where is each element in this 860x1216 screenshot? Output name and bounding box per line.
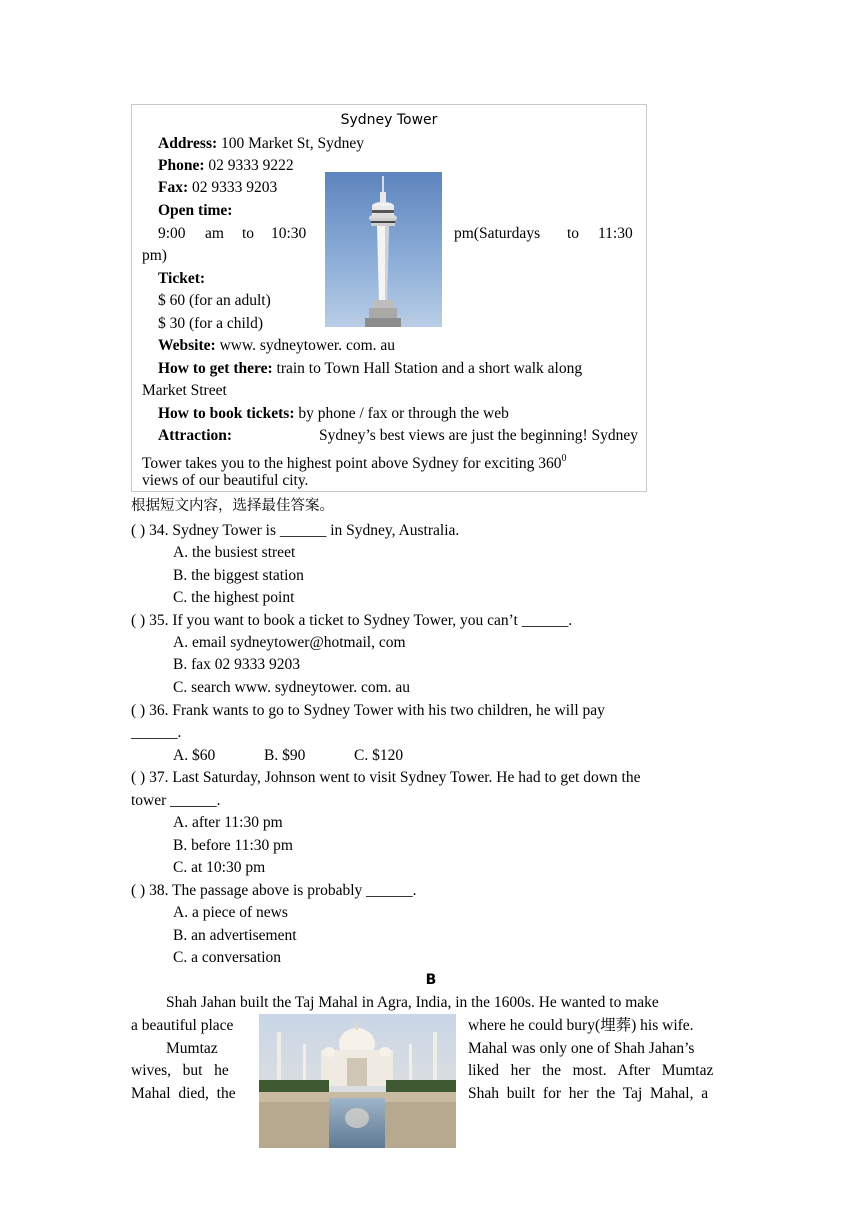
sydney-tower-photo bbox=[325, 172, 442, 327]
section-b-line-4-right: liked her the most. After Mumtaz bbox=[468, 1062, 714, 1079]
section-b-line-5-right: Shah built for her the Taj Mahal, a bbox=[468, 1085, 709, 1102]
instruction: 根据短文内容，选择最佳答案。 bbox=[131, 498, 334, 514]
how-get-line bbox=[158, 359, 582, 379]
open-word-2: am bbox=[205, 225, 224, 242]
option-35a: A. email sydneytower@hotmail, com bbox=[173, 634, 406, 651]
degree-superscript: 0 bbox=[561, 453, 567, 464]
phone-line bbox=[158, 156, 294, 176]
section-b-line-5-left: Mahal died, the bbox=[131, 1085, 236, 1102]
fax-line bbox=[158, 178, 277, 198]
attraction-line-3: views of our beautiful city. bbox=[142, 472, 309, 489]
question-38: ( ) 38. The passage above is probably ______. bbox=[131, 882, 417, 899]
how-book-label: How to book tickets: bbox=[158, 405, 295, 422]
how-book-line bbox=[158, 404, 509, 424]
how-get-continuation: Market Street bbox=[142, 382, 227, 399]
fax-label: Fax: bbox=[158, 179, 189, 196]
website-line bbox=[158, 336, 395, 356]
how-get-label: How to get there: bbox=[158, 360, 273, 377]
open-word-1: 9:00 bbox=[158, 225, 186, 242]
box-title: Sydney Tower bbox=[340, 112, 438, 128]
section-b-line-2-left: a beautiful place bbox=[131, 1017, 234, 1034]
address-label: Address: bbox=[158, 135, 218, 152]
open-word-3: to bbox=[242, 225, 255, 242]
how-get-value: train to Town Hall Station and a short walk along bbox=[272, 360, 583, 377]
phone-value: 02 9333 9222 bbox=[204, 157, 294, 174]
option-34b: B. the biggest station bbox=[173, 567, 304, 584]
question-34: ( ) 34. Sydney Tower is ______ in Sydney, Australia. bbox=[131, 522, 460, 539]
attraction-line-1 bbox=[158, 426, 638, 446]
question-35: ( ) 35. If you want to book a ticket to Sydney Tower, you can’t ______. bbox=[131, 612, 573, 629]
section-b-line-4-left: wives, but he bbox=[131, 1062, 229, 1079]
option-38b: B. an advertisement bbox=[173, 927, 297, 944]
open-word-7: 11:30 bbox=[598, 225, 633, 242]
question-36: ( ) 36. Frank wants to go to Sydney Tower with his two children, he will pay bbox=[131, 702, 605, 719]
question-36-continuation: ______. bbox=[131, 724, 182, 741]
option-38c: C. a conversation bbox=[173, 949, 282, 966]
fax-value: 02 9333 9203 bbox=[188, 179, 278, 196]
option-36b: B. $90 bbox=[264, 747, 306, 764]
open-word-4: 10:30 bbox=[271, 225, 307, 242]
section-b-line-3-right: Mahal was only one of Shah Jahan’s bbox=[468, 1040, 695, 1057]
option-38a: A. a piece of news bbox=[173, 904, 288, 921]
address-value: 100 Market St, Sydney bbox=[217, 135, 364, 152]
how-book-value: by phone / fax or through the web bbox=[294, 405, 509, 422]
address-line bbox=[158, 134, 364, 154]
question-37: ( ) 37. Last Saturday, Johnson went to visit Sydney Tower. He had to get down the bbox=[131, 769, 641, 786]
website-label: Website: bbox=[158, 337, 216, 354]
taj-mahal-photo bbox=[259, 1014, 456, 1148]
open-time-label: Open time: bbox=[158, 202, 233, 219]
section-b-header: B bbox=[425, 972, 437, 988]
option-36a: A. $60 bbox=[173, 747, 216, 764]
ticket-label: Ticket: bbox=[158, 270, 206, 287]
attraction-text-2: Tower takes you to the highest point above Sydney for exciting 360 bbox=[142, 455, 562, 472]
section-b-line-2-right: where he could bury(埋葬) his wife. bbox=[468, 1017, 694, 1034]
option-37a: A. after 11:30 pm bbox=[173, 814, 283, 831]
option-35b: B. fax 02 9333 9203 bbox=[173, 656, 301, 673]
attraction-text-1: Sydney’s best views are just the beginning! Sydney bbox=[319, 427, 638, 444]
section-b-line-1: Shah Jahan built the Taj Mahal in Agra, India, in the 1600s. He wanted to make bbox=[166, 994, 659, 1011]
option-35c: C. search www. sydneytower. com. au bbox=[173, 679, 411, 696]
question-37-continuation: tower ______. bbox=[131, 792, 221, 809]
option-34c: C. the highest point bbox=[173, 589, 295, 606]
phone-label: Phone: bbox=[158, 157, 205, 174]
option-37b: B. before 11:30 pm bbox=[173, 837, 293, 854]
option-36c: C. $120 bbox=[354, 747, 404, 764]
open-continuation: pm) bbox=[142, 247, 167, 264]
attraction-label: Attraction: bbox=[158, 427, 233, 444]
open-word-5: pm(Saturdays bbox=[454, 225, 541, 242]
open-word-6: to bbox=[567, 225, 580, 242]
website-value: www. sydneytower. com. au bbox=[215, 337, 396, 354]
ticket-child: $ 30 (for a child) bbox=[158, 315, 264, 332]
option-37c: C. at 10:30 pm bbox=[173, 859, 266, 876]
ticket-adult: $ 60 (for an adult) bbox=[158, 292, 271, 309]
option-34a: A. the busiest street bbox=[173, 544, 296, 561]
section-b-line-3-left: Mumtaz bbox=[166, 1040, 218, 1057]
